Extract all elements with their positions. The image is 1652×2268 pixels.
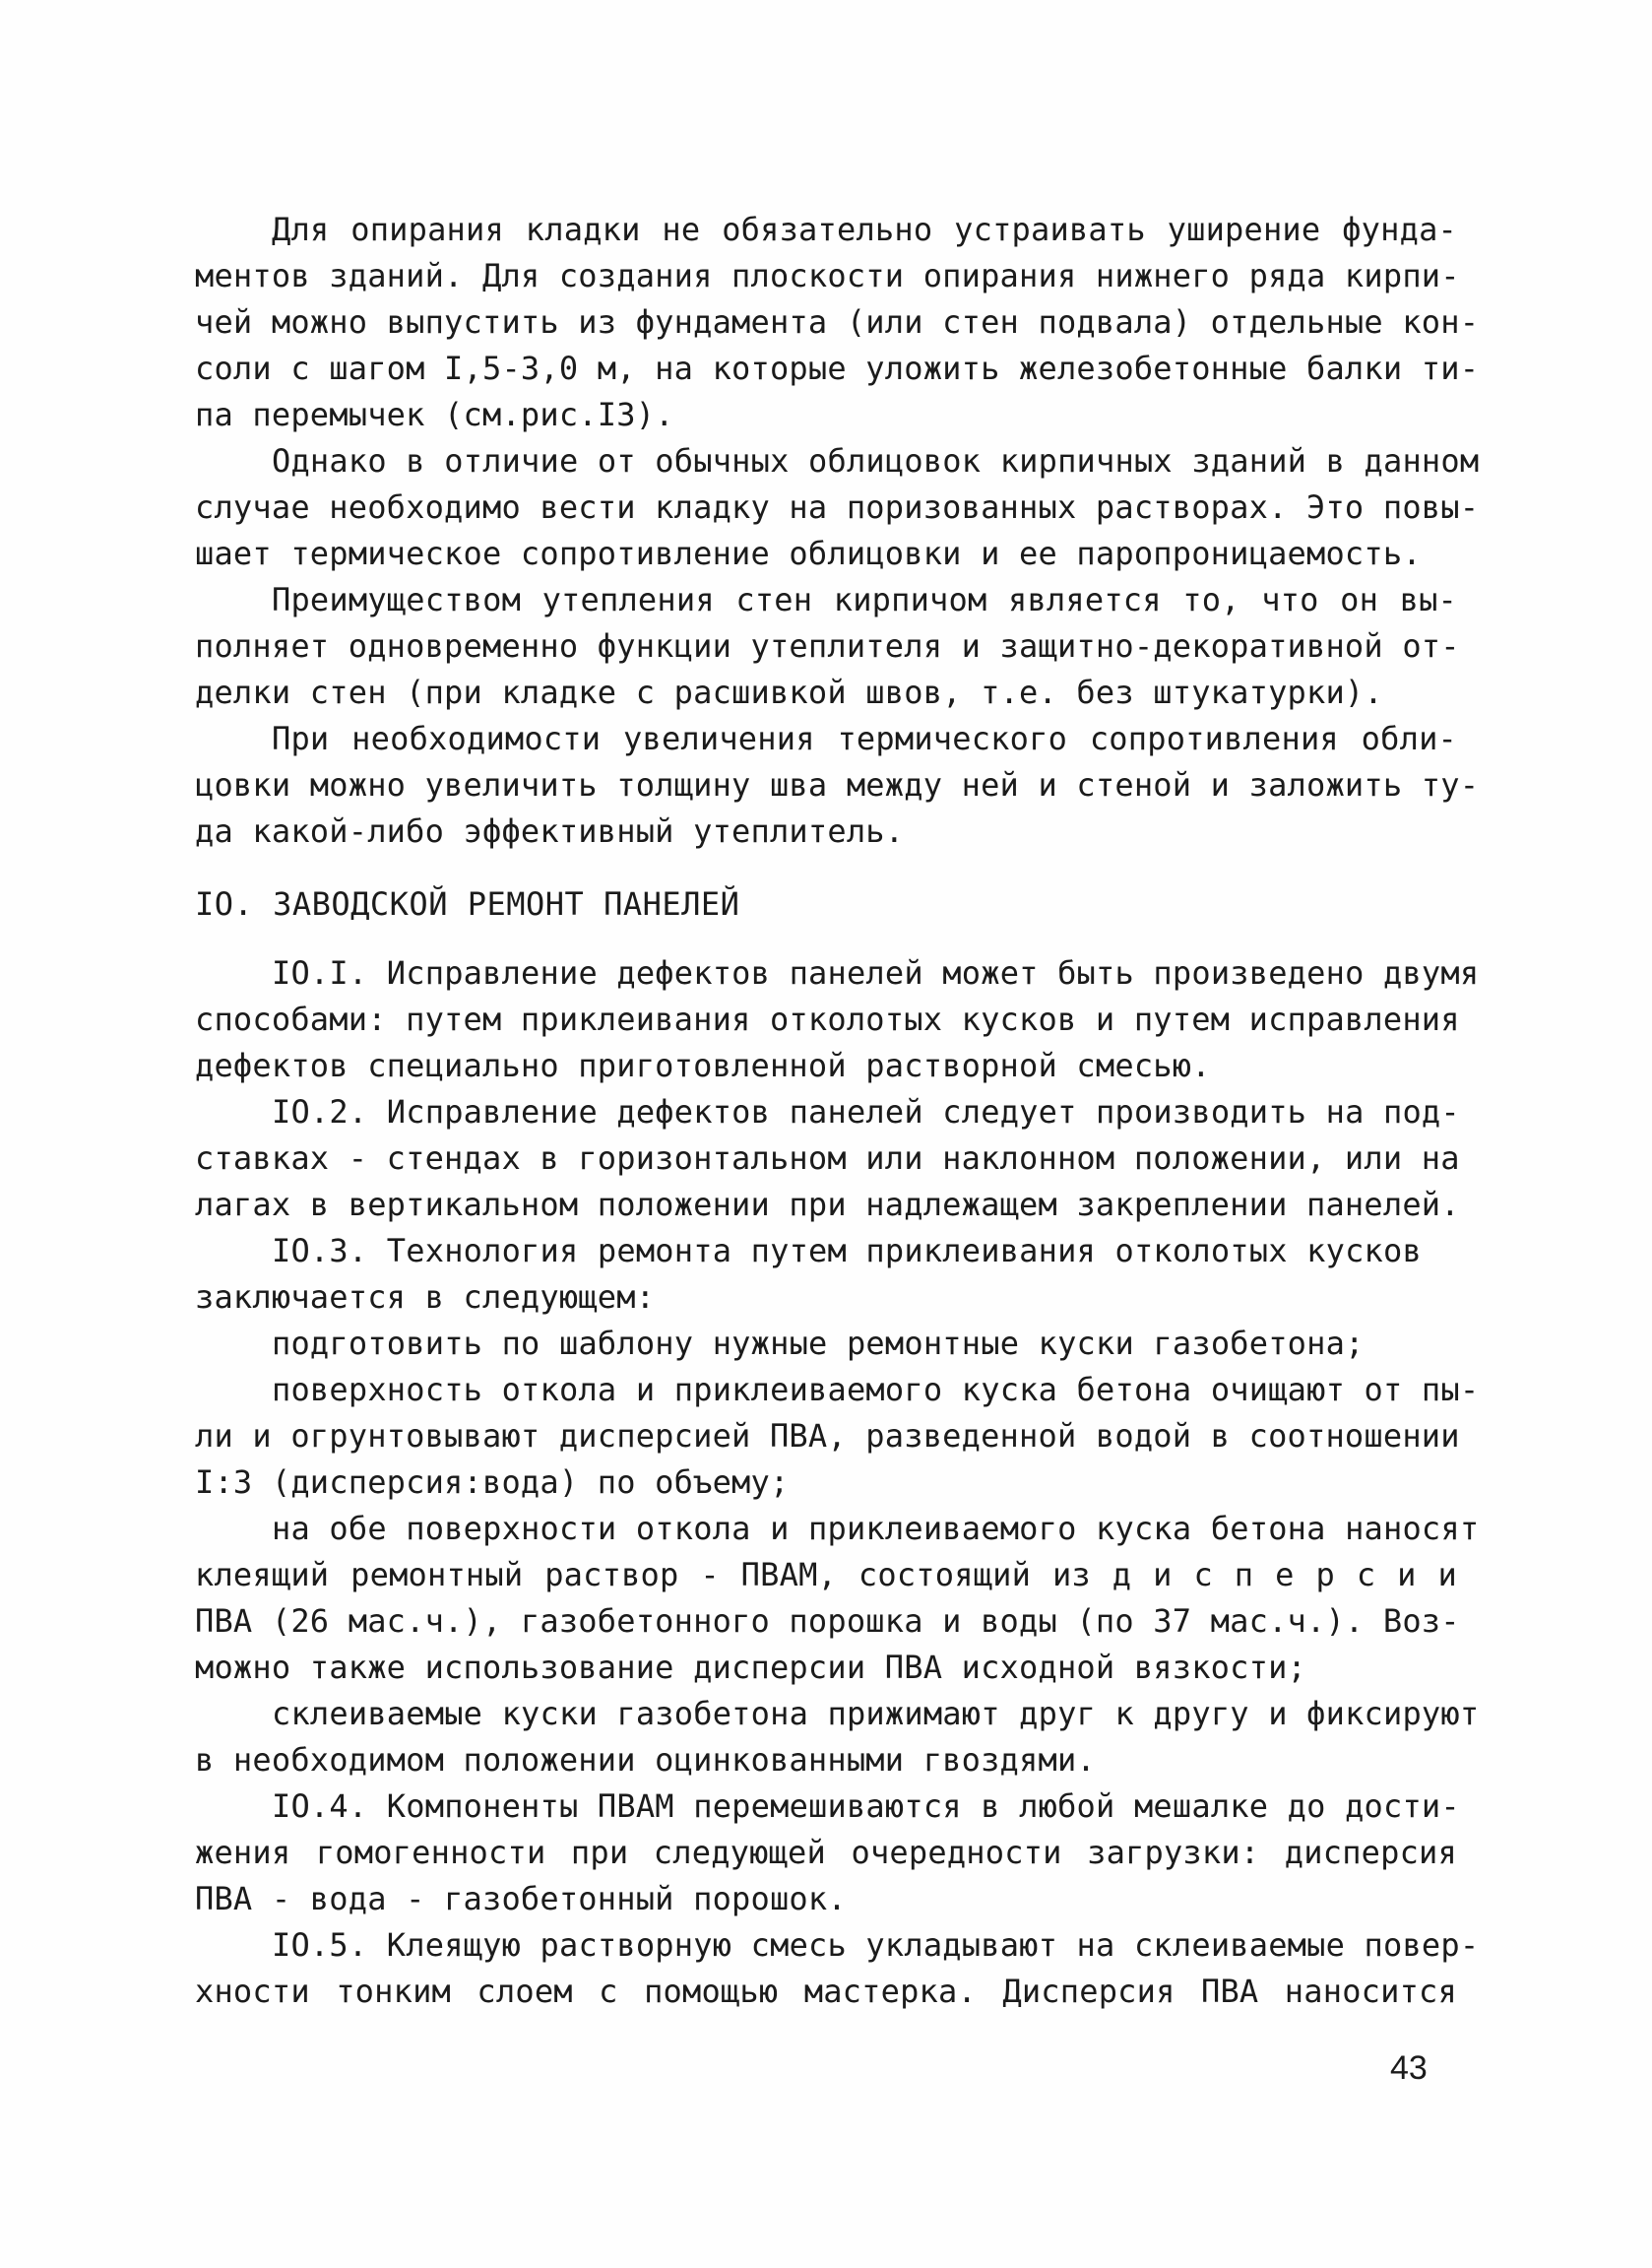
text-line: IO.5. Клеящую растворную смесь укладывают на склеиваемые повер- bbox=[272, 1926, 1480, 1964]
text-line: ПВА (26 мас.ч.), газобетонного порошка и воды (по 37 мас.ч.). Воз- bbox=[195, 1602, 1460, 1640]
text-line: па перемычек (см.рис.I3). bbox=[195, 396, 674, 433]
text-line: шает термическое сопротивление облицовки и ее паропроницаемость. bbox=[195, 535, 1422, 572]
text-line: I:3 (дисперсия:вода) по объему; bbox=[195, 1463, 790, 1501]
text-line: поверхность откола и приклеиваемого куска бетона очищают от пы- bbox=[272, 1371, 1480, 1408]
text-line: способами: путем приклеивания отколотых кусков и путем исправления bbox=[195, 1001, 1460, 1038]
body-text-bottom bbox=[195, 950, 1480, 2015]
text-line: цовки можно увеличить толщину шва между ней и стеной и заложить ту- bbox=[195, 766, 1480, 804]
text-line: можно также использование дисперсии ПВА исходной вязкости; bbox=[195, 1649, 1307, 1686]
text-line: да какой-либо эффективный утеплитель. bbox=[195, 812, 905, 850]
text-line: ли и огрунтовывают дисперсией ПВА, разведенной водой в соотношении bbox=[195, 1417, 1460, 1455]
text-line: соли с шагом I,5-3,0 м, на которые уложить железобетонные балки ти- bbox=[195, 350, 1480, 387]
text-line: случае необходимо вести кладку на поризованных растворах. Это повы- bbox=[195, 488, 1480, 526]
text-line: ставках - стендах в горизонтальном или наклонном положении, или на bbox=[195, 1139, 1460, 1177]
text-line: подготовить по шаблону нужные ремонтные куски газобетона; bbox=[272, 1325, 1365, 1362]
text-line: Однако в отличие от обычных облицовок кирпичных зданий в данном bbox=[272, 442, 1480, 480]
text-line: клеящий ремонтный раствор - ПВАМ, состоящий из д и с п е р с и и bbox=[195, 1556, 1457, 1593]
section-heading: IO. ЗАВОДСКОЙ РЕМОНТ ПАНЕЛЕЙ bbox=[195, 885, 740, 923]
text-line: на обе поверхности откола и приклеиваемого куска бетона наносят bbox=[272, 1510, 1480, 1547]
page-number: 43 bbox=[1390, 2049, 1428, 2087]
text-line: IO.I. Исправление дефектов панелей может быть произведено двумя bbox=[272, 954, 1480, 992]
text-line: Преимуществом утепления стен кирпичом является то, что он вы- bbox=[272, 581, 1457, 618]
text-line: IO.2. Исправление дефектов панелей следует производить на под- bbox=[272, 1093, 1460, 1131]
text-line: склеиваемые куски газобетона прижимают друг к другу и фиксируют bbox=[272, 1695, 1480, 1732]
text-line: ментов зданий. Для создания плоскости опирания нижнего ряда кирпи- bbox=[195, 257, 1460, 294]
text-line: полняет одновременно функции утеплителя и защитно-декоративной от- bbox=[195, 627, 1460, 665]
text-line: заключается в следующем: bbox=[195, 1278, 656, 1316]
body-text-top bbox=[195, 207, 1480, 855]
text-line: ПВА - вода - газобетонный порошок. bbox=[195, 1880, 847, 1917]
text-line: IO.3. Технология ремонта путем приклеивания отколотых кусков bbox=[272, 1232, 1422, 1269]
text-line: При необходимости увеличения термического сопротивления обли- bbox=[272, 720, 1457, 757]
text-line: чей можно выпустить из фундамента (или стен подвала) отдельные кон- bbox=[195, 303, 1480, 341]
text-line: жения гомогенности при следующей очередности загрузки: дисперсия bbox=[195, 1834, 1457, 1871]
text-line: дефектов специально приготовленной растворной смесью. bbox=[195, 1047, 1211, 1084]
text-line: лагах в вертикальном положении при надлежащем закреплении панелей. bbox=[195, 1186, 1460, 1223]
text-line: хности тонким слоем с помощью мастерка. Дисперсия ПВА наносится bbox=[195, 1973, 1457, 2010]
text-line: IO.4. Компоненты ПВАМ перемешиваются в любой мешалке до дости- bbox=[272, 1787, 1460, 1825]
text-line: в необходимом положении оцинкованными гвоздями. bbox=[195, 1741, 1096, 1779]
text-line: делки стен (при кладке с расшивкой швов, т.е. без штукатурки). bbox=[195, 674, 1383, 711]
text-line: Для опирания кладки не обязательно устраивать уширение фунда- bbox=[272, 211, 1457, 248]
